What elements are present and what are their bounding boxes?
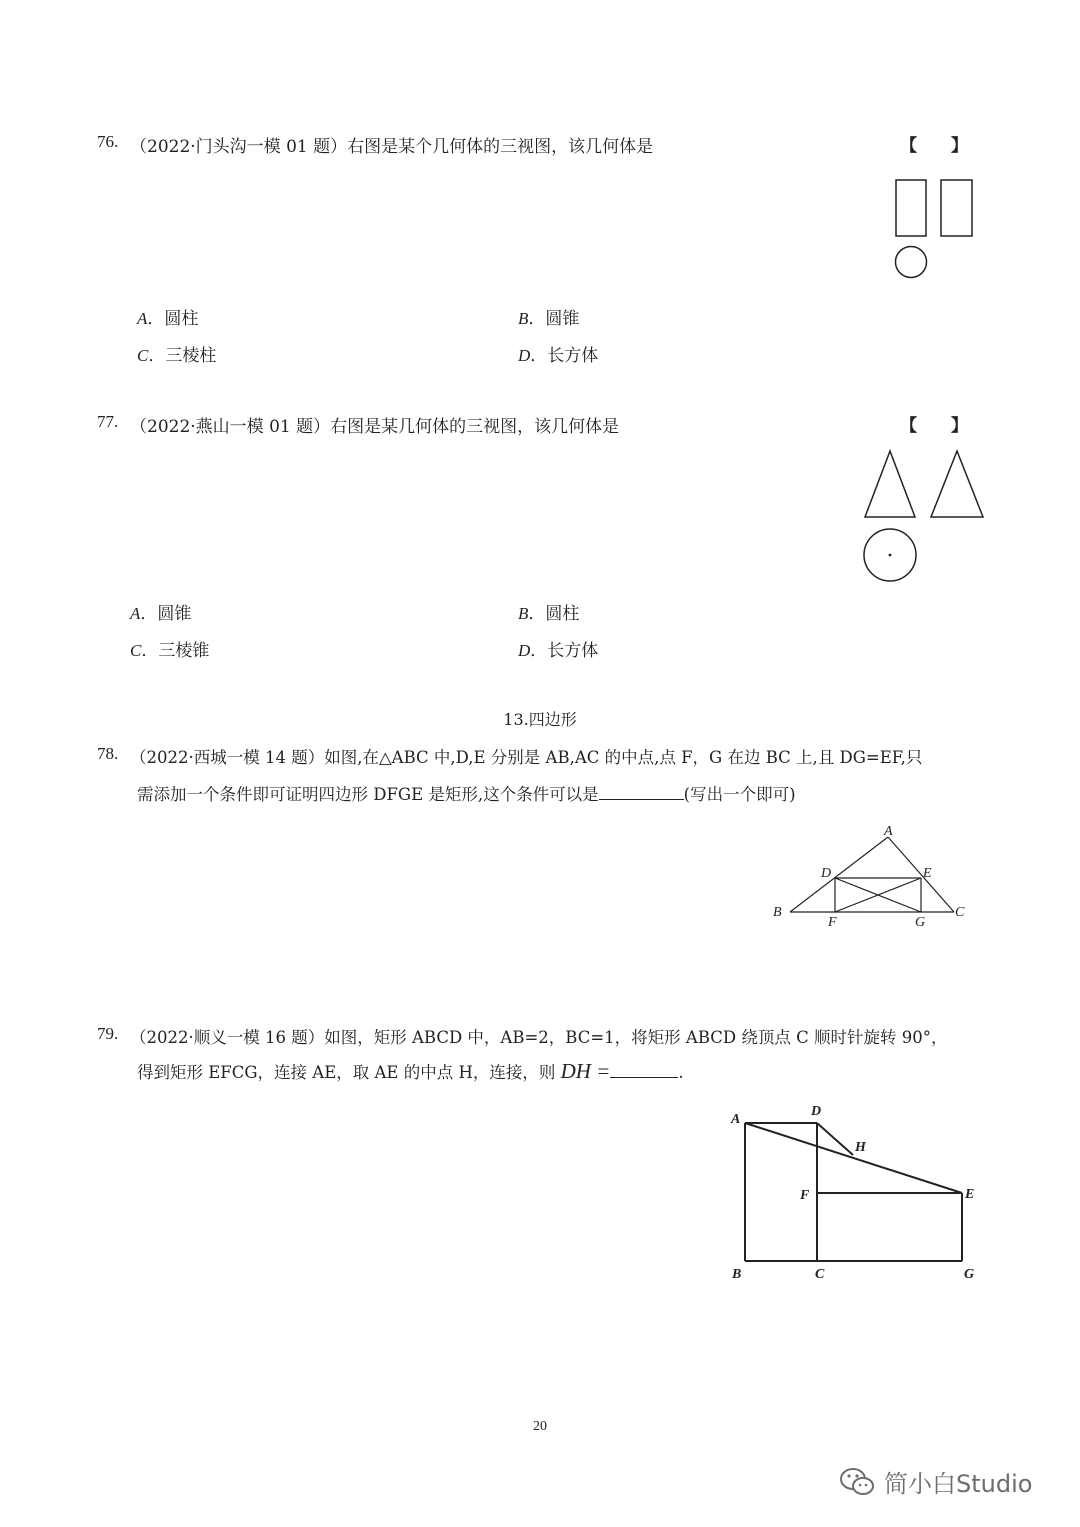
q79-math-dh: DH = <box>560 1059 611 1083</box>
wechat-icon <box>838 1465 878 1499</box>
label-g: G <box>964 1267 975 1282</box>
watermark <box>838 1464 1032 1499</box>
q76-option-b: B．圆锥 <box>518 309 580 329</box>
q78-text-line2: 需添加一个条件即可证明四边形 DFGE 是矩形,这个条件可以是 (写出一个即可) <box>137 785 796 804</box>
q76-three-view-figure <box>890 175 980 280</box>
label-c: C <box>955 905 965 920</box>
top-view-center-dot <box>889 554 892 557</box>
q79-text-line1: （2022·顺义一模 16 题）如图，矩形 ABCD 中，AB=2，BC=1，将矩形 ABCD 绕顶点 C 顺时针旋转 90°， <box>130 1028 948 1047</box>
label-f: F <box>828 915 837 930</box>
side-view-rectangle <box>941 180 972 236</box>
q78-text-line1: （2022·西城一模 14 题）如图,在△ABC 中,D,E 分别是 AB,AC 的中点,点 F，G 在边 BC 上,且 DG=EF,只 <box>130 748 923 767</box>
side-view-triangle <box>931 451 983 517</box>
q76-answer-bracket: 【 】 <box>900 136 968 156</box>
label-b: B <box>773 905 782 920</box>
label-c: C <box>815 1267 825 1282</box>
q78-answer-blank[interactable] <box>599 785 684 800</box>
q79-answer-blank[interactable] <box>610 1063 678 1078</box>
q76-number: 76. <box>97 132 119 151</box>
label-b: B <box>732 1267 742 1282</box>
page-number: 20 <box>533 1419 547 1434</box>
q79-number: 79. <box>97 1024 119 1043</box>
side-ab <box>790 837 888 912</box>
q77-option-c: C．三棱锥 <box>130 641 210 661</box>
label-a: A <box>731 1112 741 1127</box>
q79-rectangle-figure <box>725 1100 985 1290</box>
front-view-rectangle <box>896 180 926 236</box>
label-g: G <box>915 915 926 930</box>
q77-option-d: D．长方体 <box>518 641 599 661</box>
q76-option-a: A．圆柱 <box>137 309 199 329</box>
q76-text: （2022·门头沟一模 01 题）右图是某个几何体的三视图，该几何体是 <box>130 137 654 157</box>
q77-option-b: B．圆柱 <box>518 604 580 624</box>
q79-text-line2: 得到矩形 EFCG，连接 AE，取 AE 的中点 H，连接，则 DH = . <box>137 1059 684 1083</box>
section-title: 13.四边形 <box>503 710 577 729</box>
label-d: D <box>811 1104 822 1119</box>
watermark-text: 简小白Studio <box>884 1470 1033 1498</box>
q76-option-c: C．三棱柱 <box>137 346 217 366</box>
label-h: H <box>855 1140 866 1155</box>
label-d: D <box>821 866 832 881</box>
q77-answer-bracket: 【 】 <box>900 416 968 436</box>
q76-option-d: D．长方体 <box>518 346 599 366</box>
q77-text: （2022·燕山一模 01 题）右图是某几何体的三视图，该几何体是 <box>130 417 620 437</box>
top-view-circle <box>896 247 927 278</box>
q77-number: 77. <box>97 412 119 431</box>
segment-ae <box>745 1123 962 1193</box>
label-e: E <box>923 866 932 881</box>
label-e: E <box>965 1187 975 1202</box>
label-a: A <box>884 824 893 839</box>
q78-triangle-figure <box>765 822 975 932</box>
q77-three-view-figure <box>858 445 988 585</box>
label-f: F <box>800 1188 810 1203</box>
q77-option-a: A．圆锥 <box>130 604 192 624</box>
q78-number: 78. <box>97 744 119 763</box>
front-view-triangle <box>865 451 915 517</box>
segment-dh <box>817 1123 853 1155</box>
